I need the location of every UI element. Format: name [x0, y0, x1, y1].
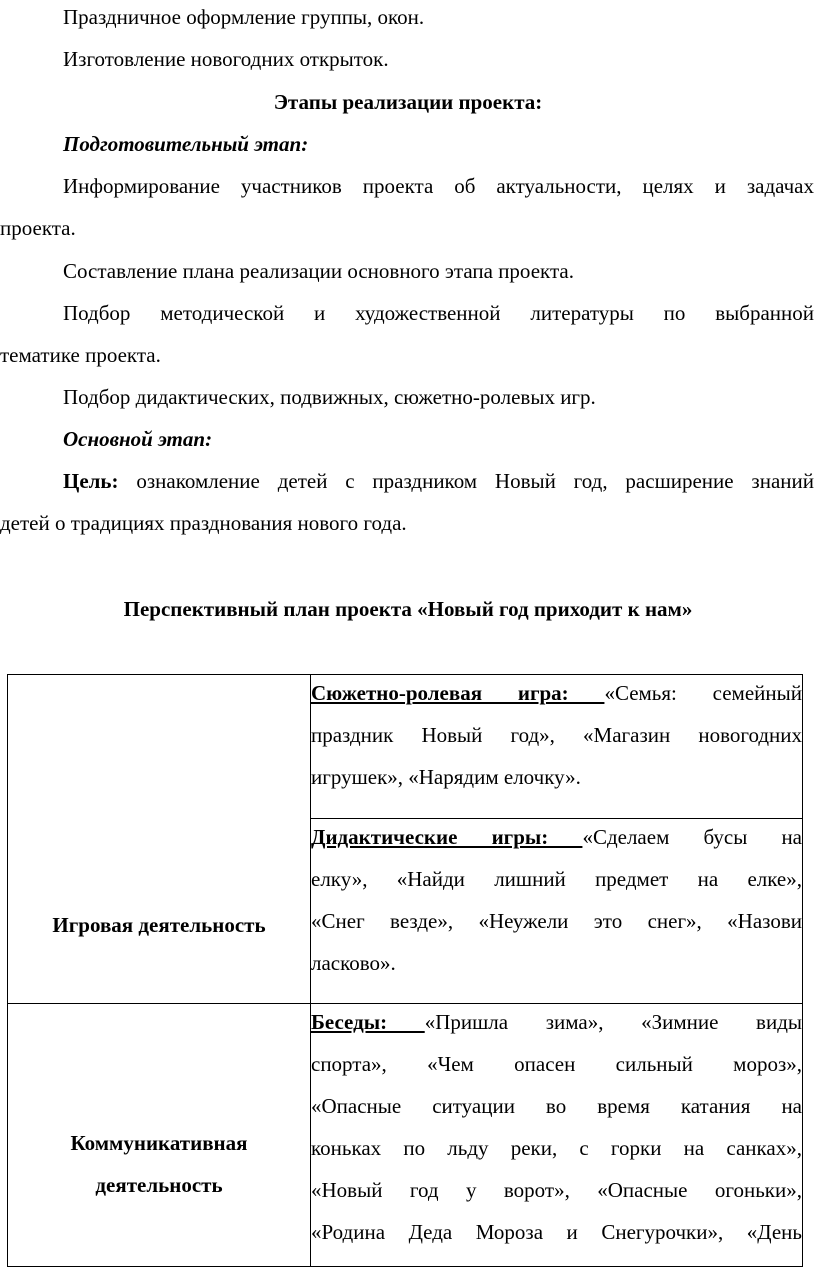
- roleplay-line3: игрушек», «Нарядим елочку».: [311, 765, 581, 789]
- paragraph-decoration: Праздничное оформление группы, окон.: [63, 5, 425, 29]
- conversations-line3: «Опасные ситуации во время катания на: [311, 1094, 802, 1118]
- paragraph-postcards: Изготовление новогодних открыток.: [63, 47, 389, 71]
- conversations-line1: «Пришла зима», «Зимние виды: [424, 1010, 802, 1034]
- table-cell-activity: [8, 675, 311, 1004]
- paragraph-literature-line1: Подбор методической и художественной литературы по выбранной: [63, 301, 814, 325]
- paragraph-goal-line2: детей о традициях празднования нового года.: [0, 511, 407, 535]
- conversations-line2: спорта», «Чем опасен сильный мороз»,: [311, 1052, 802, 1076]
- roleplay-label: Сюжетно-ролевая игра:: [311, 681, 605, 705]
- activity-communication-line1: Коммуникативная: [70, 1131, 248, 1155]
- table-row: [8, 675, 803, 819]
- roleplay-line1: «Семья: семейный: [604, 681, 802, 705]
- table-cell-conversations: [311, 1004, 803, 1267]
- heading-preparatory-stage: Подготовительный этап:: [63, 132, 309, 156]
- paragraph-informing-line2: проекта.: [0, 216, 76, 240]
- didactic-label: Дидактические игры:: [311, 825, 583, 849]
- heading-stages: Этапы реализации проекта:: [273, 90, 543, 114]
- heading-main-stage: Основной этап:: [63, 427, 213, 451]
- goal-text: ознакомление детей с праздником Новый год, расширение знаний: [118, 469, 814, 493]
- paragraph-plan: Составление плана реализации основного этапа проекта.: [63, 259, 574, 283]
- didactic-line4: ласково».: [311, 951, 396, 975]
- plan-table: [7, 674, 803, 1267]
- table-cell-roleplay: [311, 675, 803, 819]
- roleplay-line2: праздник Новый год», «Магазин новогодних: [311, 723, 802, 747]
- table-cell-didactic: [311, 819, 803, 1004]
- paragraph-goal-line1: [63, 468, 814, 494]
- conversations-line4: коньках по льду реки, с горки на санках»,: [311, 1136, 802, 1160]
- activity-communication-line2: деятельность: [95, 1173, 223, 1197]
- didactic-line2: елку», «Найди лишний предмет на елке»,: [311, 867, 802, 891]
- heading-perspective-plan: Перспективный план проекта «Новый год приходит к нам»: [123, 597, 693, 621]
- didactic-line3: «Снег везде», «Неужели это снег», «Назови: [311, 909, 802, 933]
- didactic-line1: «Сделаем бусы на: [582, 825, 803, 849]
- conversations-line6: «Родина Деда Мороза и Снегурочки», «День: [311, 1220, 802, 1244]
- paragraph-literature-line2: тематике проекта.: [0, 343, 161, 367]
- conversations-line5: «Новый год у ворот», «Опасные огоньки»,: [311, 1178, 802, 1202]
- goal-label: Цель:: [63, 469, 119, 493]
- paragraph-informing-line1: Информирование участников проекта об актуальности, целях и задачах: [63, 174, 814, 198]
- activity-game: Игровая деятельность: [52, 913, 266, 937]
- table-cell-communication: [8, 1004, 311, 1267]
- table-row: [8, 1004, 803, 1267]
- conversations-label: Беседы:: [311, 1010, 425, 1034]
- paragraph-games: Подбор дидактических, подвижных, сюжетно-ролевых игр.: [63, 385, 596, 409]
